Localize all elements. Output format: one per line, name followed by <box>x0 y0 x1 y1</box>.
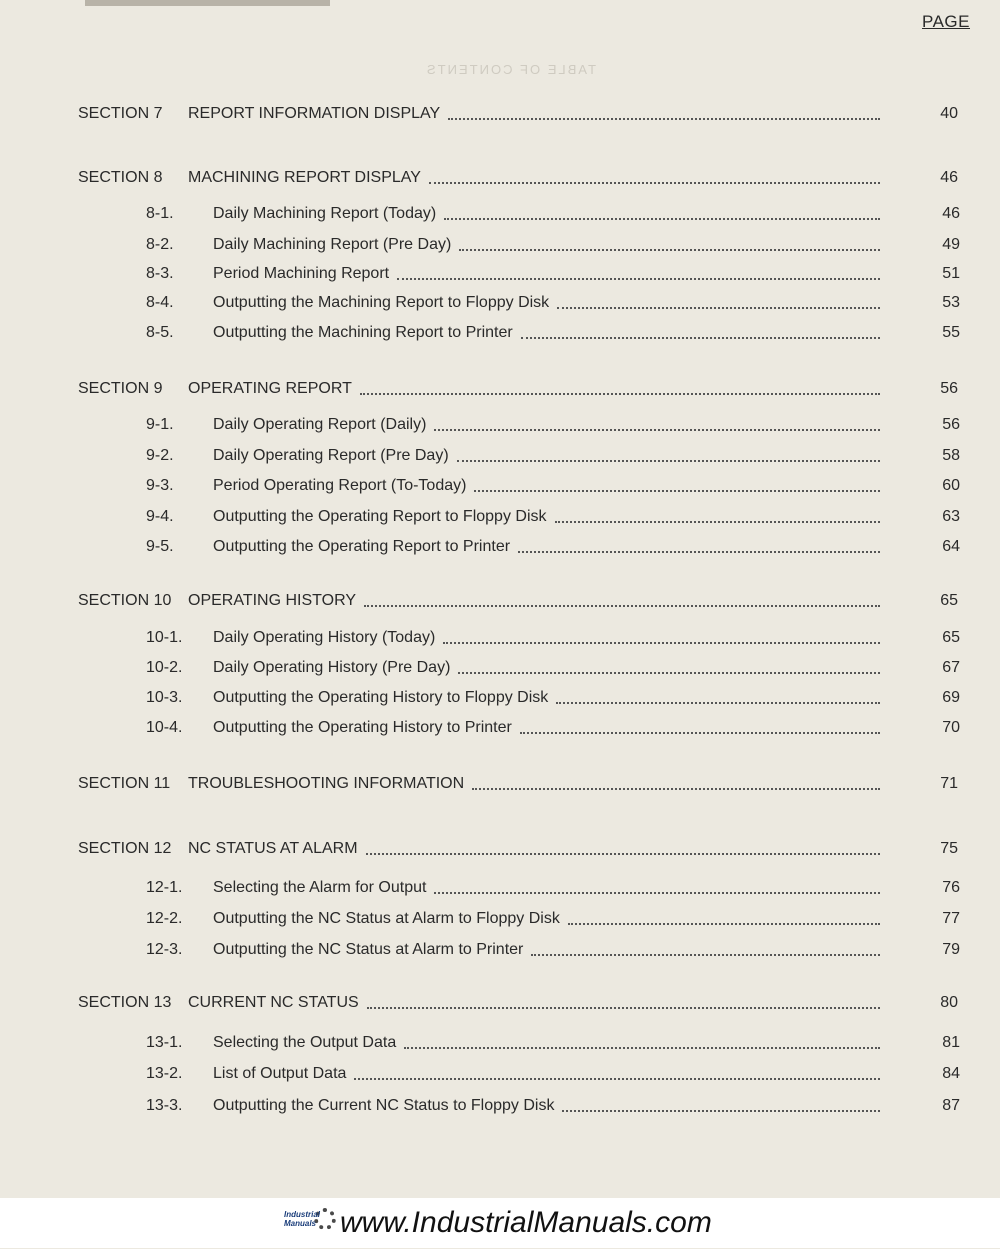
toc-page-number: 40 <box>940 105 958 122</box>
toc-entry-number: 10-1. <box>146 629 183 646</box>
toc-entry-title: Period Machining Report <box>213 265 390 282</box>
toc-entry-title: Outputting the Machining Report to Printer <box>213 324 513 341</box>
toc-page-number: 63 <box>942 508 960 525</box>
dot-leader <box>520 732 880 734</box>
toc-entry-number: 13-3. <box>146 1097 183 1114</box>
toc-page-number: 81 <box>942 1034 960 1051</box>
page-column-heading: PAGE <box>922 12 970 31</box>
toc-page-number: 58 <box>942 447 960 464</box>
toc-entry-title: Selecting the Output Data <box>213 1034 397 1051</box>
toc-page-number: 56 <box>942 416 960 433</box>
dot-leader <box>434 429 880 431</box>
toc-subsection-row <box>0 656 1000 680</box>
toc-entry-number: SECTION 13 <box>78 994 172 1011</box>
toc-entry-title: Daily Operating History (Pre Day) <box>213 659 451 676</box>
toc-subsection-row <box>0 1062 1000 1086</box>
toc-subsection-row <box>0 938 1000 962</box>
toc-page-number: 84 <box>942 1065 960 1082</box>
toc-page-number: 87 <box>942 1097 960 1114</box>
toc-entry-title: REPORT INFORMATION DISPLAY <box>188 105 441 122</box>
dot-leader <box>474 490 880 492</box>
dot-leader <box>458 672 880 674</box>
toc-entry-title: MACHINING REPORT DISPLAY <box>188 169 421 186</box>
toc-entry-title: Outputting the Operating Report to Floppy Disk <box>213 508 547 525</box>
toc-entry-title: OPERATING HISTORY <box>188 592 357 609</box>
toc-page-number: 60 <box>942 477 960 494</box>
toc-entry-number: 9-4. <box>146 508 174 525</box>
toc-subsection-row <box>0 233 1000 257</box>
toc-page-number: 56 <box>940 380 958 397</box>
toc-section-row <box>0 166 1000 190</box>
dot-leader <box>443 642 880 644</box>
toc-subsection-row <box>0 505 1000 529</box>
bleed-through-text: TABLE OF CONTENTS <box>425 62 596 77</box>
toc-page-number: 49 <box>942 236 960 253</box>
toc-entry-title: Outputting the NC Status at Alarm to Floppy Disk <box>213 910 560 927</box>
toc-page-number: 65 <box>940 592 958 609</box>
toc-entry-number: SECTION 10 <box>78 592 172 609</box>
dot-leader <box>434 892 880 894</box>
dot-leader <box>556 702 880 704</box>
toc-entry-title: Daily Operating Report (Pre Day) <box>213 447 449 464</box>
dot-leader <box>472 788 880 790</box>
toc-entry-title: CURRENT NC STATUS <box>188 994 359 1011</box>
dot-leader <box>562 1110 880 1112</box>
toc-subsection-row <box>0 876 1000 900</box>
toc-entry-title: Outputting the Operating History to Floppy Disk <box>213 689 549 706</box>
toc-entry-number: 8-3. <box>146 265 174 282</box>
toc-subsection-row <box>0 716 1000 740</box>
toc-subsection-row <box>0 626 1000 650</box>
toc-page-number: 65 <box>942 629 960 646</box>
toc-entry-number: 10-2. <box>146 659 183 676</box>
dot-leader <box>366 853 880 855</box>
toc-subsection-row <box>0 444 1000 468</box>
toc-subsection-row <box>0 474 1000 498</box>
dot-leader <box>568 923 880 925</box>
toc-subsection-row <box>0 686 1000 710</box>
toc-entry-number: 13-2. <box>146 1065 183 1082</box>
toc-subsection-row <box>0 262 1000 286</box>
toc-entry-title: Daily Operating History (Today) <box>213 629 436 646</box>
dot-leader <box>555 521 880 523</box>
toc-subsection-row <box>0 321 1000 345</box>
toc-page-number: 46 <box>940 169 958 186</box>
toc-entry-title: Outputting the Operating History to Printer <box>213 719 512 736</box>
dot-leader <box>457 460 880 462</box>
toc-entry-number: 8-4. <box>146 294 174 311</box>
toc-entry-number: 8-5. <box>146 324 174 341</box>
dot-leader <box>518 551 880 553</box>
dot-leader <box>531 954 880 956</box>
toc-entry-number: SECTION 12 <box>78 840 172 857</box>
toc-page-number: 53 <box>942 294 960 311</box>
toc-page-number: 46 <box>942 205 960 222</box>
toc-entry-title: Daily Machining Report (Today) <box>213 205 437 222</box>
toc-entry-title: TROUBLESHOOTING INFORMATION <box>188 775 465 792</box>
toc-subsection-row <box>0 907 1000 931</box>
toc-section-row <box>0 377 1000 401</box>
toc-subsection-row <box>0 1094 1000 1118</box>
toc-page-number: 69 <box>942 689 960 706</box>
toc-page-number: 79 <box>942 941 960 958</box>
toc-entry-title: Daily Operating Report (Daily) <box>213 416 427 433</box>
dot-leader <box>557 307 880 309</box>
toc-entry-number: 12-3. <box>146 941 183 958</box>
toc-entry-number: 8-2. <box>146 236 174 253</box>
toc-entry-title: Selecting the Alarm for Output <box>213 879 427 896</box>
toc-entry-number: SECTION 11 <box>78 775 171 792</box>
toc-section-row <box>0 772 1000 796</box>
toc-page-number: 75 <box>940 840 958 857</box>
toc-entry-number: 8-1. <box>146 205 174 222</box>
toc-entry-title: Outputting the Current NC Status to Floppy Disk <box>213 1097 555 1114</box>
toc-page-number: 64 <box>942 538 960 555</box>
industrial-manuals-logo <box>284 1204 334 1242</box>
dot-leader <box>429 182 880 184</box>
toc-entry-title: Daily Machining Report (Pre Day) <box>213 236 452 253</box>
toc-page-number: 67 <box>942 659 960 676</box>
toc-entry-number: 12-2. <box>146 910 183 927</box>
toc-entry-title: NC STATUS AT ALARM <box>188 840 358 857</box>
website-url[interactable]: www.IndustrialManuals.com <box>340 1206 712 1239</box>
toc-entry-title: OPERATING REPORT <box>188 380 352 397</box>
dot-leader <box>404 1047 880 1049</box>
dot-leader <box>364 605 880 607</box>
toc-subsection-row <box>0 202 1000 226</box>
dot-leader <box>448 118 880 120</box>
toc-subsection-row <box>0 291 1000 315</box>
toc-entry-title: Outputting the NC Status at Alarm to Printer <box>213 941 524 958</box>
toc-entry-number: SECTION 7 <box>78 105 163 122</box>
toc-entry-number: 13-1. <box>146 1034 183 1051</box>
dot-leader <box>397 278 880 280</box>
logo-text-line-2: Manuals <box>284 1219 317 1228</box>
toc-entry-number: 12-1. <box>146 879 183 896</box>
toc-entry-number: 9-1. <box>146 416 174 433</box>
toc-entry-number: 9-2. <box>146 447 174 464</box>
toc-subsection-row <box>0 413 1000 437</box>
toc-section-row <box>0 991 1000 1015</box>
toc-page-number: 70 <box>942 719 960 736</box>
toc-page-number: 76 <box>942 879 960 896</box>
toc-entry-title: List of Output Data <box>213 1065 347 1082</box>
toc-section-row <box>0 589 1000 613</box>
toc-entry-number: SECTION 8 <box>78 169 163 186</box>
toc-page-number: 71 <box>940 775 958 792</box>
top-rule <box>85 0 330 6</box>
toc-entry-title: Outputting the Operating Report to Printer <box>213 538 511 555</box>
footer-bar <box>0 1198 1000 1248</box>
toc-subsection-row <box>0 535 1000 559</box>
dot-leader <box>521 337 880 339</box>
toc-entry-number: 9-5. <box>146 538 174 555</box>
dot-leader <box>360 393 880 395</box>
toc-page-number: 77 <box>942 910 960 927</box>
toc-page-number: 55 <box>942 324 960 341</box>
toc-entry-title: Period Operating Report (To-Today) <box>213 477 467 494</box>
toc-subsection-row <box>0 1031 1000 1055</box>
toc-section-row <box>0 837 1000 861</box>
dot-leader <box>444 218 880 220</box>
dot-leader <box>354 1078 880 1080</box>
toc-entry-number: SECTION 9 <box>78 380 163 397</box>
toc-page-number: 51 <box>942 265 960 282</box>
toc-section-row <box>0 102 1000 126</box>
toc-entry-number: 10-4. <box>146 719 183 736</box>
logo-text-line-1: Industrial <box>284 1210 321 1219</box>
dot-leader <box>459 249 880 251</box>
toc-entry-number: 9-3. <box>146 477 174 494</box>
dot-leader <box>367 1007 880 1009</box>
toc-entry-number: 10-3. <box>146 689 183 706</box>
toc-entry-title: Outputting the Machining Report to Floppy Disk <box>213 294 550 311</box>
toc-page-number: 80 <box>940 994 958 1011</box>
